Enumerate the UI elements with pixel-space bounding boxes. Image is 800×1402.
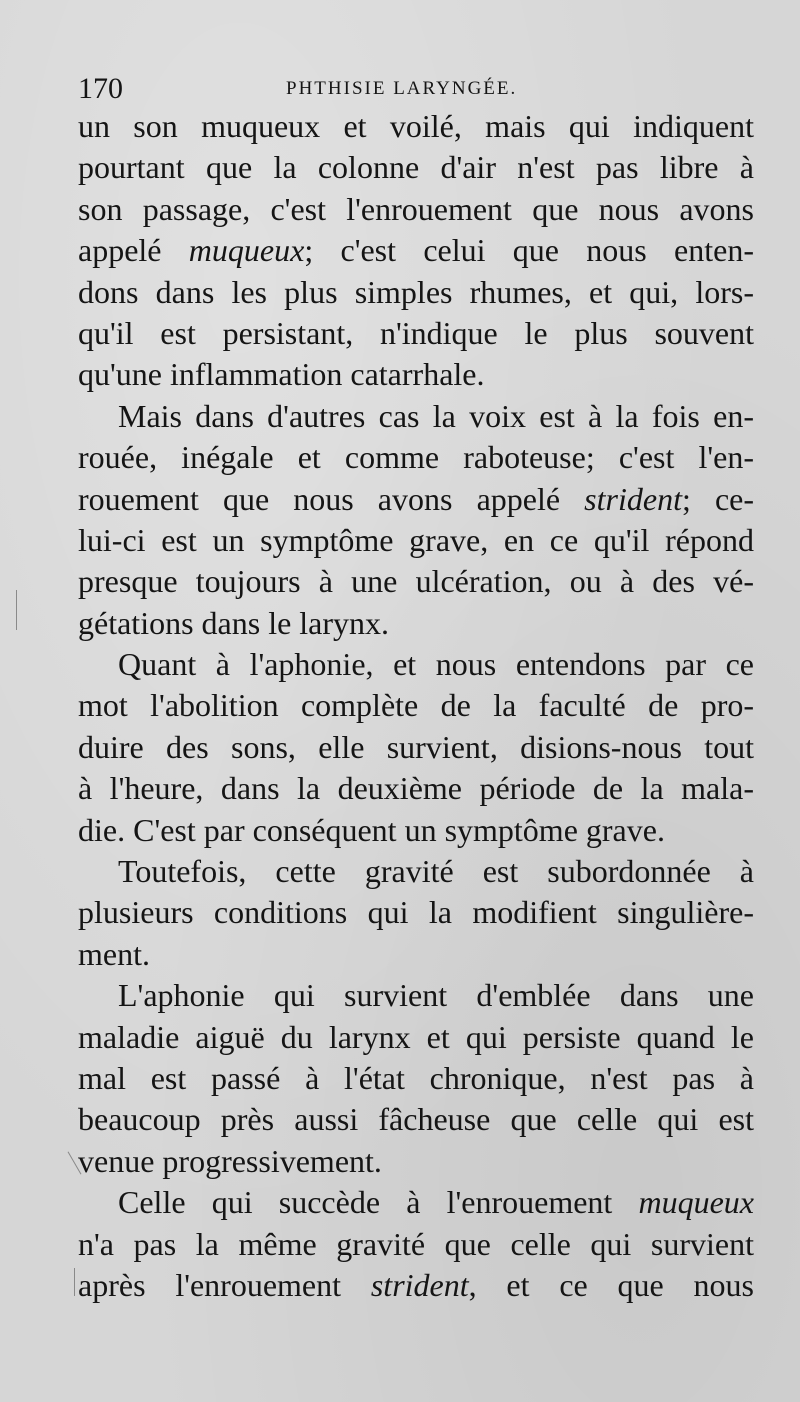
- text-line: [78, 1017, 754, 1058]
- paragraph: [78, 975, 754, 1182]
- text-line: [78, 230, 754, 271]
- text-line: [78, 685, 754, 726]
- text-line: [78, 727, 754, 768]
- text-line: [78, 1058, 754, 1099]
- text-span: à l'heure, dans la deuxième période de la mala-: [78, 770, 754, 807]
- paragraph: [78, 396, 754, 644]
- text-span: rouée, inégale et comme raboteuse; c'est l'en-: [78, 439, 754, 476]
- text-span: pourtant que la colonne d'air n'est pas libre à: [78, 149, 754, 186]
- text-span: presque toujours à une ulcération, ou à des vé-: [78, 563, 754, 600]
- page-number: 170: [78, 72, 123, 105]
- margin-mark: [74, 1268, 75, 1296]
- italic-term: muqueux: [188, 232, 305, 269]
- text-span: après l'enrouement: [78, 1266, 371, 1303]
- text-line: [78, 189, 754, 230]
- text-line: [78, 396, 754, 437]
- text-line: [78, 975, 754, 1016]
- text-span: n'a pas la même gravité que celle qui survient: [78, 1225, 754, 1262]
- text-line: [78, 147, 754, 188]
- text-span: Celle qui succède à l'enrouement: [118, 1184, 639, 1221]
- text-line: [78, 1099, 754, 1140]
- text-span: qu'il est persistant, n'indique le plus souvent: [78, 314, 754, 351]
- body-text: [78, 106, 754, 1306]
- text-line: [78, 354, 754, 395]
- text-span: plusieurs conditions qui la modifient singulière-: [78, 894, 754, 931]
- text-span: son passage, c'est l'enrouement que nous avons: [78, 190, 754, 227]
- text-line: [78, 1224, 754, 1265]
- text-span: Quant à l'aphonie, et nous entendons par ce: [118, 646, 754, 683]
- text-span: lui-ci est un symptôme grave, en ce qu'il répond: [78, 521, 754, 558]
- text-span: gétations dans le larynx.: [78, 604, 390, 641]
- text-span: appelé: [78, 232, 189, 269]
- text-line: [78, 768, 754, 809]
- text-span: rouement que nous avons appelé: [78, 480, 585, 517]
- text-span: Toutefois, cette gravité est subordonnée à: [118, 853, 754, 890]
- text-span: dons dans les plus simples rhumes, et qui, lors-: [78, 273, 754, 310]
- text-line: [78, 437, 754, 478]
- text-span: un son muqueux et voilé, mais qui indiquent: [78, 108, 754, 144]
- paragraph: [78, 851, 754, 975]
- paragraph: [78, 644, 754, 851]
- text-line: [78, 603, 754, 644]
- italic-term: strident: [370, 1266, 469, 1303]
- italic-term: strident: [584, 480, 682, 517]
- margin-mark: [16, 590, 17, 630]
- text-line: [78, 810, 754, 851]
- text-line: [78, 479, 754, 520]
- text-span: mot l'abolition complète de la faculté de pro-: [78, 687, 754, 724]
- text-span: Mais dans d'autres cas la voix est à la fois en-: [118, 397, 754, 434]
- paragraph: [78, 106, 754, 396]
- text-span: L'aphonie qui survient d'emblée dans une: [118, 977, 754, 1014]
- text-span: qu'une inflammation catarrhale.: [78, 356, 485, 393]
- text-span: duire des sons, elle survient, disions-nous tout: [78, 728, 754, 765]
- text-span: die. C'est par conséquent un symptôme grave.: [78, 811, 665, 848]
- running-head: PHTHISIE LARYNGÉE.: [286, 78, 518, 99]
- page-header: [78, 72, 758, 104]
- text-span: ment.: [78, 935, 150, 972]
- text-line: [78, 520, 754, 561]
- text-span: venue progressivement.: [78, 1142, 382, 1179]
- text-line: [78, 313, 754, 354]
- text-line: [78, 1182, 754, 1223]
- text-line: [78, 272, 754, 313]
- text-line: [78, 1141, 754, 1182]
- text-line: [78, 106, 754, 147]
- text-line: [78, 851, 754, 892]
- italic-term: muqueux: [638, 1184, 754, 1221]
- text-span: mal est passé à l'état chronique, n'est pas à: [78, 1059, 754, 1096]
- text-line: [78, 644, 754, 685]
- text-span: beaucoup près aussi fâcheuse que celle qui est: [78, 1101, 754, 1138]
- text-span: ; c'est celui que nous enten-: [304, 232, 754, 269]
- text-span: maladie aiguë du larynx et qui persiste quand le: [78, 1018, 754, 1055]
- text-line: [78, 934, 754, 975]
- text-line: [78, 561, 754, 602]
- text-span: ; ce-: [681, 480, 755, 517]
- paragraph: [78, 1182, 754, 1306]
- text-line: [78, 892, 754, 933]
- text-span: , et ce que nous: [468, 1266, 755, 1303]
- text-line: [78, 1265, 754, 1306]
